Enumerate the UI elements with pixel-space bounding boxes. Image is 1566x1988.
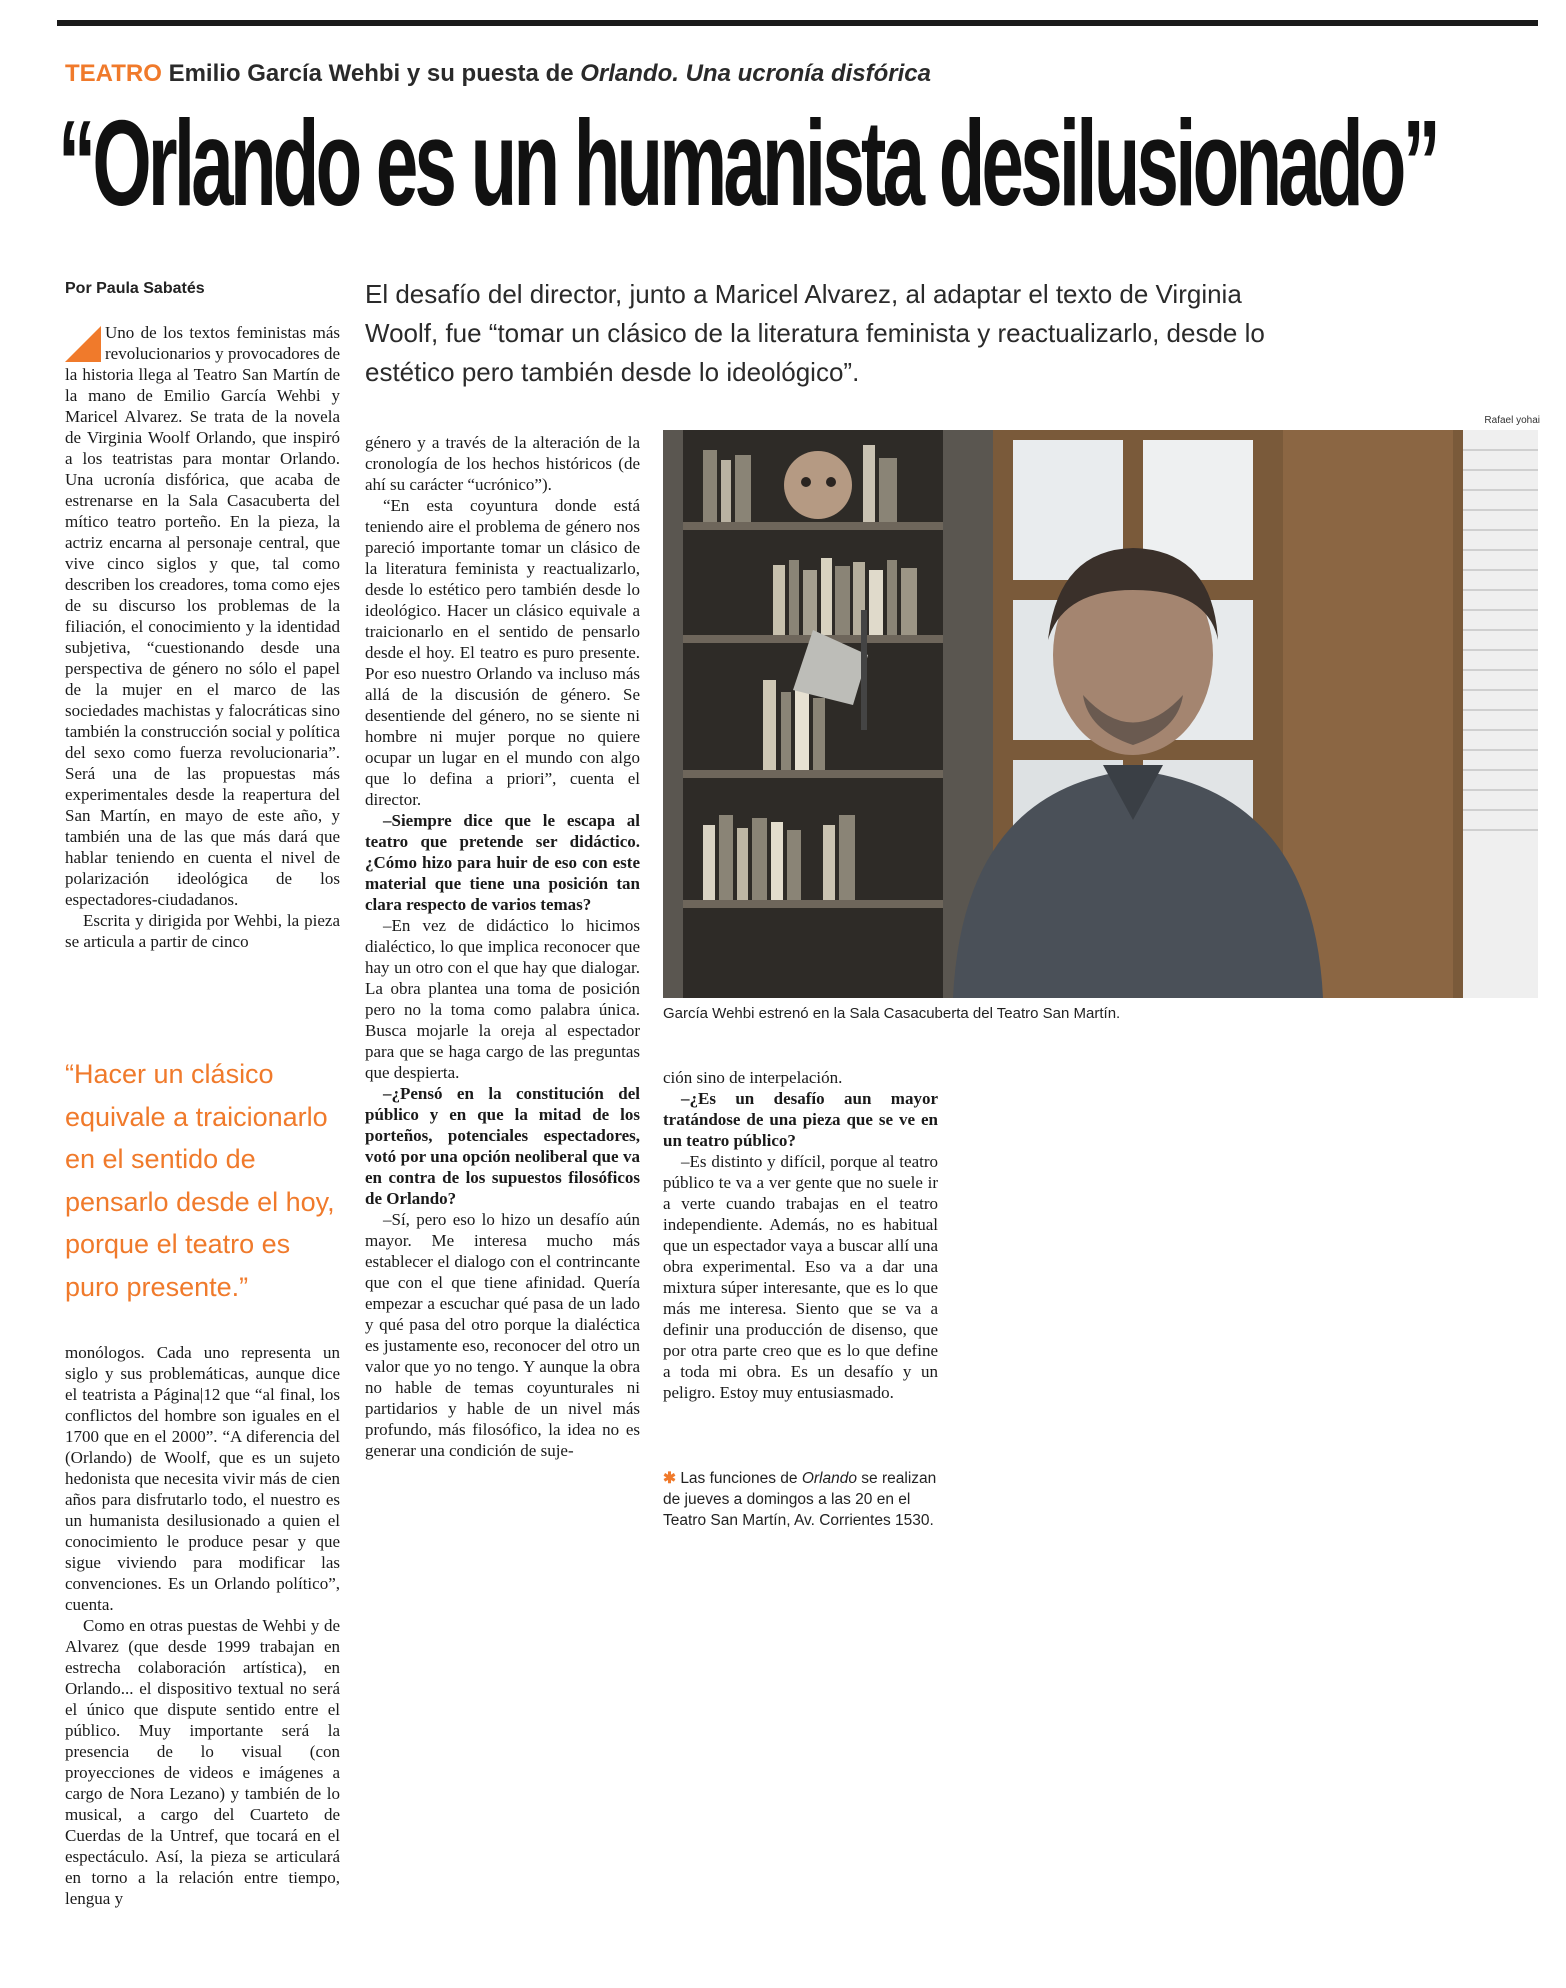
performance-info: [663, 1468, 938, 1531]
interview-answer: –Sí, pero eso lo hizo un desafío aún mayor. Me interesa mucho más establecer el dialogo con el contrincante que con el que tiene afinidad. Quería empezar a escuchar qué pasa de un lado y qué pasa del otro porque la dialéctica es justamente eso, reconocer del otro un valor que yo no tengo. Y aunque la obra no hable de temas coyunturales ni partidarios y hable de un nivel más profundo, más filosófico, la idea no es generar una condición de suje-: [365, 1210, 640, 1460]
interview-answer: –En vez de didáctico lo hicimos dialéctico, lo que implica reconocer que hay un otro con el que hay que dialogar. La obra plantea una toma de posición pero no la toma como palabra única. Busca mojarle la oreja al espectador para que se haga cargo de las preguntas que despierta.: [365, 916, 640, 1082]
interview-question: –¿Es un desafío aun mayor tratándose de una pieza que se ve en un teatro público?: [663, 1089, 938, 1150]
photo: [663, 430, 1538, 998]
asterisk-icon: ✱: [663, 1470, 676, 1487]
kicker-italic: Orlando. Una ucronía disfórica: [580, 60, 931, 87]
orange-triangle-icon: [65, 326, 101, 362]
lede: El desafío del director, junto a Maricel Alvarez, al adaptar el texto de Virginia Woolf, fue “tomar un clásico de la literatura feminista y reactualizarlo, desde lo estético pero también desde lo ideológico”.: [365, 279, 1265, 387]
body-column-2: [365, 432, 640, 1461]
body-column-1-continued: [65, 1342, 340, 1909]
interview-question: –Siempre dice que le escapa al teatro que pretende ser didáctico. ¿Cómo hizo para huir de eso con este material que tiene una posición tan clara respecto de varios temas?: [365, 811, 640, 914]
byline: Por Paula Sabatés: [65, 280, 205, 297]
interview-question: –¿Pensó en la constitución del público y en que la mitad de los porteños, potenciales espectadores, votó por una opción neoliberal que va en contra de los supuestos filosóficos de Orlando?: [365, 1084, 640, 1208]
body-paragraph: monólogos. Cada uno representa un siglo y sus problemáticas, aunque dice el teatrista a Página|12 que “al final, los conflictos del hombre son iguales en el 1700 que en el 2000”. “A diferencia del (Orlando) de Woolf, que es un sujeto hedonista que necesita vivir más de cien años para disfrutarlo todo, el nuestro es un humanista desilusionado a quien el conocimiento le produce pesar y que sigue viviendo para modificar las convenciones. Es un Orlando político”, cuenta.: [65, 1343, 340, 1614]
interview-answer: ción sino de interpelación.: [663, 1068, 843, 1087]
pull-quote: “Hacer un clásico equivale a traicionarlo en el sentido de pensarlo desde el hoy, porque el teatro es puro presente.”: [65, 1059, 335, 1302]
body-column-1: [65, 322, 340, 952]
kicker: [65, 60, 931, 88]
top-rule: [57, 20, 1538, 26]
kicker-text: Emilio García Wehbi y su puesta de: [168, 60, 581, 87]
note-text: se realizan de jueves a domingos a las 20 en el Teatro San Martín, Av. Corrientes 1530.: [663, 1470, 937, 1529]
body-paragraph: “En esta coyuntura donde está teniendo aire el problema de género nos pareció importante tomar un clásico de la literatura feminista y reactualizarlo, desde lo estético pero también desde lo ideológico. Hacer un clásico equivale a traicionarlo en el sentido de pensarlo desde el hoy. El teatro es puro presente. Por eso nuestro Orlando va incluso más allá de la discusión de género. Se desentiende del género, no se siente ni hombre ni mujer porque no quiere ocupar un lugar en el mundo con algo que lo defina a priori”, cuenta el director.: [365, 496, 640, 809]
body-paragraph: Uno de los textos feministas más revolucionarios y provocadores de la historia llega al Teatro San Martín de la mano de Emilio García Wehbi y Maricel Alvarez. Se trata de la novela de Virginia Woolf Orlando, que inspiró a los teatristas para montar Orlando. Una ucronía disfórica, que acaba de estrenarse en la Sala Casacuberta del mítico teatro porteño. En la pieza, la actriz encarna al personaje central, que vive cinco siglos y que, tal como describen los creadores, toma como ejes de su discurso los problemas de la filiación, el conocimiento y la identidad subjetiva, “cuestionando desde una perspectiva de género no sólo el papel de la mujer en el marco de las sociedades machistas y falocráticas sino también la construcción social y política del sexo como fuerza revolucionaria”. Será una de las propuestas más experimentales desde la reapertura del San Martín, en mayo de este año, y también una de las que más dará que hablar teniendo en cuenta el nivel de polarización ideológica de los espectadores-ciudadanos.: [65, 323, 340, 909]
note-text: Las funciones de: [680, 1470, 802, 1487]
body-column-3: [663, 1067, 938, 1403]
note-title: Orlando: [801, 1470, 857, 1487]
body-paragraph: Escrita y dirigida por Wehbi, la pieza se articula a partir de cinco: [65, 911, 340, 951]
photo-credit: Rafael yohai: [1484, 415, 1540, 426]
photo-illustration: [663, 430, 1538, 998]
section-label: TEATRO: [65, 60, 162, 87]
body-paragraph: género y a través de la alteración de la cronología de los hechos históricos (de ahí su carácter “ucrónico”).: [365, 433, 640, 494]
photo-caption: García Wehbi estrenó en la Sala Casacuberta del Teatro San Martín.: [663, 1005, 1121, 1022]
interview-answer: –Es distinto y difícil, porque al teatro público te va a ver gente que no suele ir a verte cuando trabajas en el teatro independiente. Además, no es habitual que un espectador vaya a buscar allí una obra experimental. Eso va a dar una mixtura súper interesante, que es lo que más me interesa. Siento que se va a definir una producción de disenso, que por otra parte creo que es lo que define a toda mi obra. Es un desafío y un peligro. Estoy muy entusiasmado.: [663, 1152, 938, 1402]
body-paragraph: Como en otras puestas de Wehbi y de Alvarez (que desde 1999 trabajan en estrecha colaboración artística), en Orlando... el dispositivo textual no será el único que dispute sentido entre el público. Muy importante será la presencia de lo visual (con proyecciones de videos e imágenes a cargo de Nora Lezano) y también de lo musical, a cargo del Cuarteto de Cuerdas de la Untref, que tocará en el espectáculo. Así, la pieza se articulará en torno a la relación entre tiempo, lengua y: [65, 1616, 340, 1908]
headline: “Orlando es un humanista desilusionado”: [58, 95, 1437, 231]
